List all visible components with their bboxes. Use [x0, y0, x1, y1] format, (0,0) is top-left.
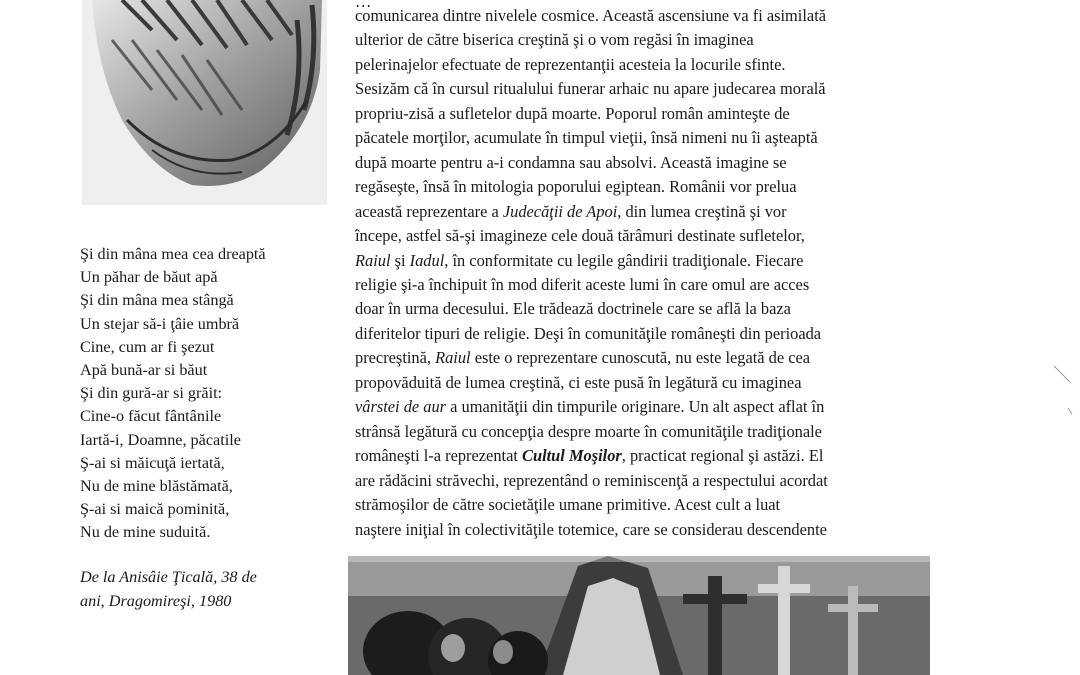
text-run: precreştină,: [355, 348, 436, 368]
article-line: [355, 322, 955, 346]
article-line: [355, 224, 955, 248]
poem-line: Şi din mâna mea cea dreaptă: [80, 245, 266, 263]
text-run: ulterior de către biserica creştină şi o vom regăsi în imaginea: [355, 30, 754, 50]
text-run: diferitelor tipuri de religie. Deşi în comunităţile româneşti din perioada: [355, 323, 822, 343]
emphasized-text: Judecăţii de Apoi: [502, 201, 618, 221]
wooden-carved-post-icon: [82, 0, 327, 205]
text-run: , practicat regional şi astăzi. El: [621, 446, 824, 466]
text-run: propovăduită de lumea creştină, ci este pusă în legătură cu imaginea: [355, 372, 802, 392]
emphasized-text: Cultul Moşilor: [522, 446, 622, 466]
article-body: [355, 0, 955, 542]
text-run: , din lumea creştină şi vor: [617, 201, 787, 221]
text-run: doar în urma decesului. Ele trădează doctrinele care se află la baza: [355, 299, 791, 319]
article-line: [355, 200, 955, 224]
article-line: [355, 346, 955, 370]
article-line: [355, 371, 955, 395]
poem-line: Şi din gură-ar si grăit:: [80, 384, 223, 403]
attribution-line: ani, Dragomireşi, 1980: [80, 591, 232, 610]
text-run: Sesizăm că în cursul ritualului funerar arhaic nu apare judecarea morală: [355, 79, 826, 99]
text-run: strânsă legătură cu concepţia despre moarte în comunităţile tradiţionale: [355, 421, 822, 441]
emphasized-text: Raiul: [355, 250, 391, 270]
article-line: [355, 151, 955, 175]
poem-line: Cine-o făcut fântânile: [80, 407, 222, 426]
text-run: propriu-zisă a sufletelor după moarte. Poporul român aminteşte de: [355, 103, 790, 123]
poem-line: Nu de mine suduită.: [80, 523, 211, 542]
poem-line: Un păhar de băut apă: [80, 268, 218, 287]
scan-mark: [1046, 360, 1076, 420]
attribution-line: De la Anisâie Ţicală, 38 de: [80, 568, 257, 586]
article-line: [355, 444, 955, 468]
article-top-fragment: …: [355, 0, 372, 11]
text-run: este o reprezentare cunoscută, nu este legată de cea: [470, 348, 811, 368]
text-run: , în conformitate cu legile gândirii tradiţionale. Fiecare: [444, 250, 804, 270]
text-run: pelerinajelor efectuate de reprezentanţii acesteia la locurile sfinte.: [355, 54, 786, 74]
article-line: [355, 175, 955, 199]
cemetery-photo: [348, 556, 930, 675]
text-run: strămoşilor de către societăţile umane primitive. Acest cult a luat: [355, 495, 781, 515]
poem-line: Şi din mâna mea stângă: [80, 291, 234, 310]
poem-line: Iartă-i, Doamne, păcatile: [80, 430, 241, 449]
article-line: [355, 77, 955, 101]
article-line: [355, 420, 955, 444]
article-line: [355, 469, 955, 493]
text-run: româneşti l-a reprezentat: [355, 446, 523, 466]
text-run: are rădăcini străvechi, reprezentând o reminiscenţă a respectului acordat: [355, 470, 828, 490]
text-run: după moarte pentru a-i condamna sau absolvi. Această imagine se: [355, 152, 787, 172]
text-run: a umanităţii din timpurile originare. Un alt aspect aflat în: [446, 397, 825, 417]
article-line: [355, 273, 955, 297]
poem-line: Cine, cum ar fi şezut: [80, 337, 215, 356]
poem-line: Apă bună-ar si băut: [80, 361, 208, 380]
poem-line: Ş-ai si maică pominită,: [80, 500, 230, 519]
article-line: [355, 493, 955, 517]
text-run: păcatele morţilor, acumulate în timpul vieţii, însă nimeni nu îi aşteaptă: [355, 128, 818, 148]
article-line: [355, 518, 955, 542]
article-line: [355, 249, 955, 273]
article-line: [355, 53, 955, 77]
poem-line: Un stejar să-i ţâie umbră: [80, 314, 240, 333]
text-run: religie şi-a închipuit în mod diferit aceste lumi în care omul are acces: [355, 274, 810, 294]
text-run: naştere iniţial în colectivităţile totemice, care se considerau descendente: [355, 519, 827, 539]
poem-line: Ş-ai si măicuţă iertată,: [80, 453, 225, 472]
article-line: [355, 4, 955, 28]
text-run: comunicarea dintre nivelele cosmice. Această ascensiune va fi asimilată: [355, 6, 827, 25]
emphasized-text: Raiul: [435, 348, 471, 368]
emphasized-text: Iadul: [409, 250, 445, 270]
article-line: [355, 395, 955, 419]
article-line: [355, 102, 955, 126]
article-line: [355, 126, 955, 150]
text-run: începe, astfel să-şi imagineze cele două tărâmuri destinate sufletelor,: [355, 226, 805, 246]
text-run: regăseşte, însă în mitologia poporului egiptean. Românii vor prelua: [355, 177, 797, 197]
poem-attribution: [80, 566, 320, 613]
cemetery-crosses-photo-icon: [348, 556, 930, 675]
carved-wood-illustration: [82, 0, 327, 205]
text-run: această reprezentare a: [355, 201, 503, 221]
poem-line: Nu de mine blăstămată,: [80, 477, 233, 496]
text-run: şi: [390, 250, 410, 270]
emphasized-text: vârstei de aur: [355, 397, 447, 417]
article-line: [355, 297, 955, 321]
article-line: [355, 28, 955, 52]
poem: [80, 243, 330, 545]
